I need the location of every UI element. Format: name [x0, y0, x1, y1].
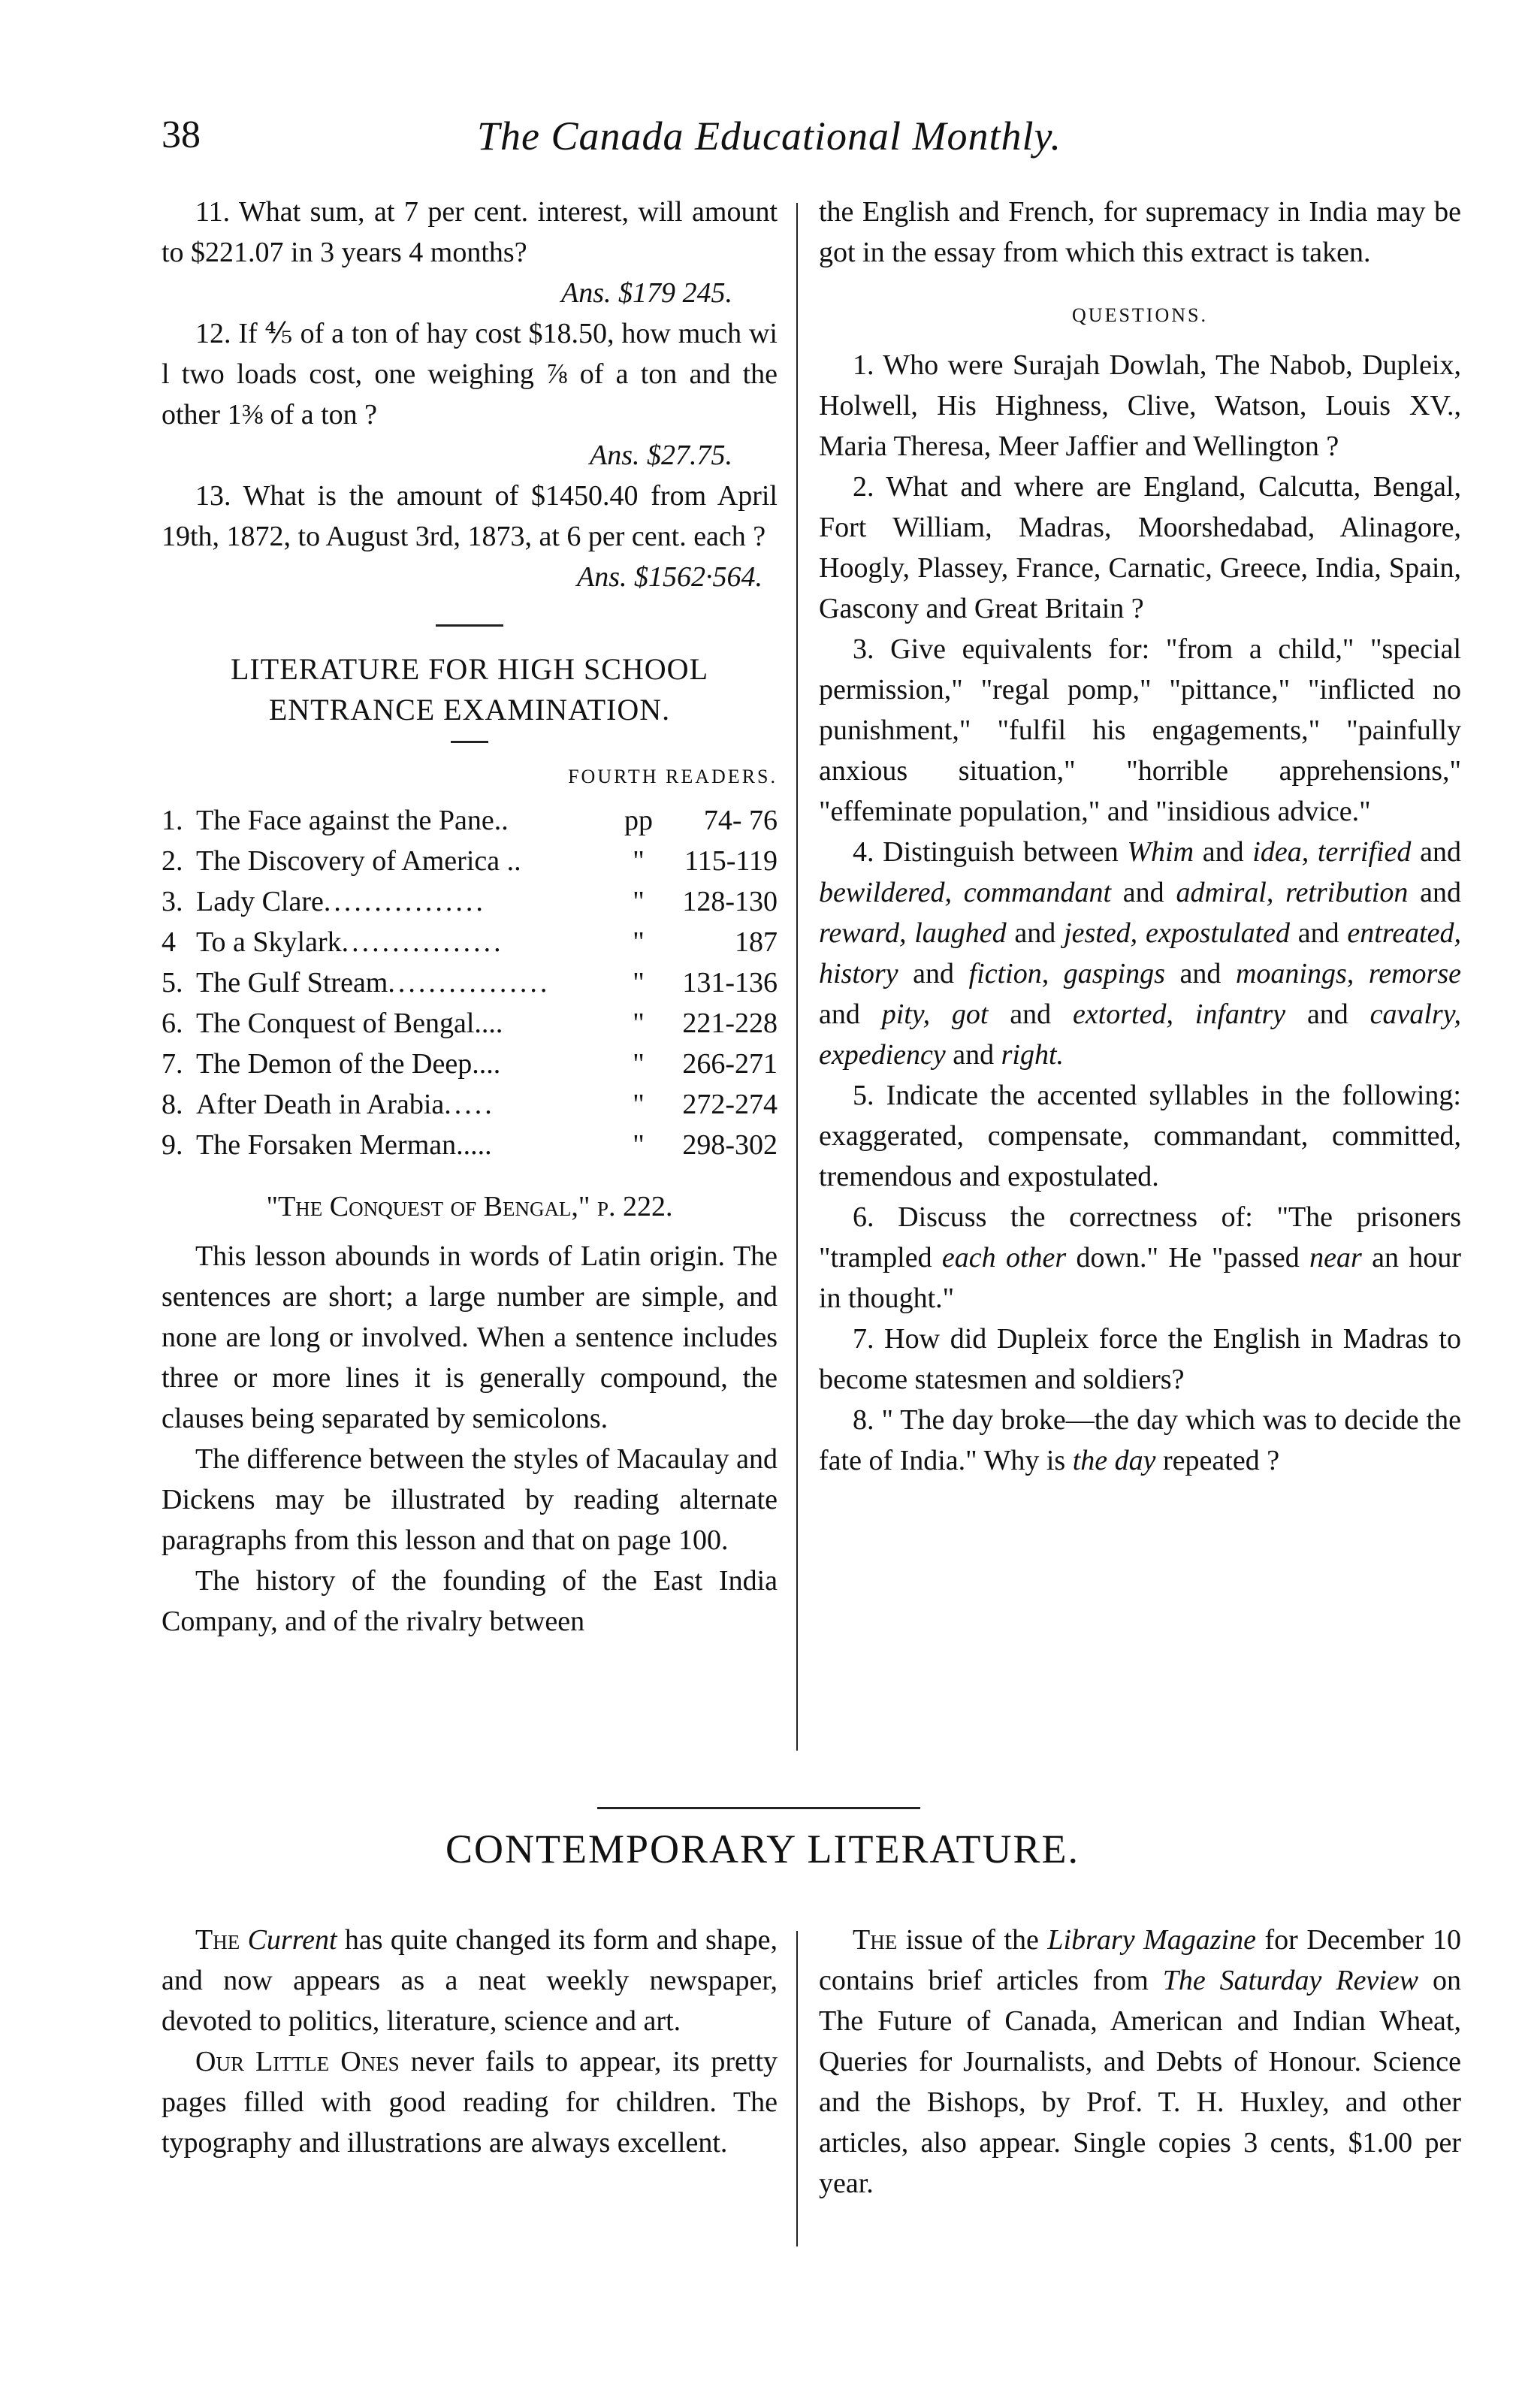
q8-term: the day [1072, 1445, 1156, 1476]
page-number: 38 [162, 113, 201, 156]
item-number: 8. [162, 1089, 183, 1120]
q4-text: and [1111, 877, 1176, 908]
q4-text: and [1411, 836, 1461, 868]
list-item [162, 881, 778, 922]
q4-term: reward, laughed [819, 917, 1007, 949]
answer-12: Ans. $27.75. [590, 440, 732, 471]
q4-term: jested, expostulated [1064, 917, 1290, 949]
question-8 [819, 1400, 1461, 1481]
q4-text: 4. Distinguish between [853, 836, 1128, 868]
q6-text: an hour in thought." [819, 1242, 1461, 1314]
q4-term: idea, terrified [1252, 836, 1412, 868]
q6-term: near [1309, 1242, 1362, 1273]
item-title: The Forsaken Merman..... [196, 1129, 492, 1161]
question-12: 12. If ⅘ of a ton of hay cost $18.50, how much wi l two loads cost, one weighing ⅞ of a ton and the other 1⅜ of a ton ? [162, 318, 778, 431]
publication-name: Our Little Ones [195, 2046, 400, 2077]
item-leader: ................ [341, 926, 504, 958]
contemporary-right-column [819, 1920, 1461, 2204]
item-number: 5. [162, 967, 183, 999]
item-number: 6. [162, 1008, 183, 1039]
item-number: 1. [162, 805, 183, 836]
notice-lead: The [853, 1924, 898, 1956]
item-number: 4 [162, 926, 176, 958]
publication-name: Library Magazine [1047, 1924, 1256, 1956]
q4-term: entreated, history [819, 917, 1461, 989]
item-leader: ................ [323, 886, 486, 917]
item-title: The Discovery of America .. [196, 845, 521, 877]
q8-text: repeated ? [1155, 1445, 1280, 1476]
item-ditto: pp [624, 805, 653, 836]
list-item [162, 1003, 778, 1044]
item-pages: 272-274 [682, 1089, 778, 1120]
q4-text: and [1285, 999, 1370, 1030]
item-pages: 266-271 [682, 1048, 778, 1080]
item-number: 3. [162, 886, 183, 917]
q4-term: Whim [1127, 836, 1194, 868]
list-item [162, 1125, 778, 1165]
lesson-paragraph-1: This lesson abounds in words of Latin origin. The sentences are short; a large number are simple, and none are long or involved. When a sentence includes three or more lines it is generally compound, the clauses being separated by semicolons. [162, 1240, 778, 1434]
q4-text: and [898, 958, 969, 989]
lesson-paragraph-2: The difference between the styles of Macaulay and Dickens may be illustrated by reading alternate paragraphs from this lesson and that on page 100. [162, 1443, 778, 1556]
q6-term: each other [941, 1242, 1067, 1273]
q4-term: fiction, gaspings [968, 958, 1165, 989]
q4-text: and [1290, 917, 1348, 949]
lesson-caption: "The Conquest of Bengal," p. 222. [266, 1191, 673, 1222]
heading-divider [451, 741, 488, 743]
question-5: 5. Indicate the accented syllables in the following: exaggerated, compensate, commandant, committed, tremendous and expostulated. [819, 1080, 1461, 1192]
item-title: The Demon of the Deep.... [196, 1048, 501, 1080]
item-number: 7. [162, 1048, 183, 1080]
notice-text: on The Future of Canada, American and Indian Wheat, Queries for Journalists, and Debts of Honour. Science and the Bishops, by Prof. T. H. Huxley, and other articles, also appear. Single copies 3 cents, $1.00 per year. [819, 1965, 1462, 2199]
right-column [819, 192, 1461, 1481]
notice-text: for December 10 contains brief articles from [819, 1924, 1462, 1996]
section-break-rule [597, 1807, 920, 1809]
item-pages: 115-119 [684, 845, 778, 877]
item-leader: ................ [388, 967, 551, 999]
list-item [162, 841, 778, 881]
lesson-paragraph-3: The history of the founding of the East India Company, and of the rivalry between [162, 1565, 778, 1637]
q4-text: and [945, 1039, 1001, 1071]
section-heading-line-1: LITERATURE FOR HIGH SCHOOL [231, 652, 708, 686]
item-ditto: " [633, 926, 645, 958]
notice-text: has quite changed its form and shape, and now appears as a neat weekly newspaper, devoted to politics, literature, science and art. [162, 1924, 778, 2037]
section-divider [436, 624, 503, 627]
q4-text: and [1194, 836, 1253, 868]
notice-lead: The [195, 1924, 240, 1956]
item-ditto: " [633, 967, 645, 999]
question-6 [819, 1197, 1461, 1319]
q4-term: cavalry, expediency [819, 999, 1461, 1071]
question-13: 13. What is the amount of $1450.40 from April 19th, 1872, to August 3rd, 1873, at 6 per cent. each ? [162, 480, 778, 552]
item-ditto: " [633, 1048, 645, 1080]
publication-name: Current [240, 1924, 337, 1956]
q4-text: and [1006, 917, 1064, 949]
item-leader: ..... [444, 1089, 495, 1120]
q6-text: down." He "passed [1066, 1242, 1310, 1273]
question-11: 11. What sum, at 7 per cent. interest, will amount to $221.07 in 3 years 4 months? [162, 196, 778, 268]
q6-text: 6. Discuss the correctness of: "The prisoners "trampled [819, 1201, 1461, 1273]
item-pages: 298-302 [682, 1129, 778, 1161]
q4-term: moanings, remorse [1235, 958, 1461, 989]
little-ones-notice [162, 2041, 778, 2163]
contemporary-heading: CONTEMPORARY LITERATURE. [445, 1826, 1080, 1872]
item-number: 2. [162, 845, 183, 877]
item-ditto: " [633, 1129, 645, 1161]
journal-title: The Canada Educational Monthly. [477, 113, 1061, 159]
item-pages: 131-136 [682, 967, 778, 999]
item-number: 9. [162, 1129, 183, 1161]
item-pages: 221-228 [682, 1008, 778, 1039]
item-title: To a Skylark [196, 926, 342, 958]
list-item [162, 800, 778, 841]
left-column [162, 192, 778, 1642]
answer-13: Ans. $1562·564. [577, 561, 762, 593]
bottom-column-divider [796, 1931, 798, 2246]
q8-text: 8. " The day broke—the day which was to decide the fate of India." Why is [819, 1404, 1461, 1476]
item-ditto: " [633, 886, 645, 917]
q4-term: pity, got [881, 999, 989, 1030]
readers-list [162, 800, 778, 1165]
item-ditto: " [633, 1008, 645, 1039]
item-pages: 74- 76 [703, 805, 778, 836]
running-head [162, 113, 1363, 180]
q4-term: admiral, retribution [1176, 877, 1409, 908]
item-title: The Conquest of Bengal.... [196, 1008, 503, 1039]
item-title: The Gulf Stream [196, 967, 388, 999]
question-1: 1. Who were Surajah Dowlah, The Nabob, Dupleix, Holwell, His Highness, Clive, Watson, Louis XV., Maria Theresa, Meer Jaffier and Wellington ? [819, 349, 1461, 462]
q4-text: and [1164, 958, 1236, 989]
question-2: 2. What and where are England, Calcutta, Bengal, Fort William, Madras, Moorshedabad, Alinagore, Hoogly, Plassey, France, Carnatic, Greece, India, Spain, Gascony and Great Britain ? [819, 471, 1461, 624]
q4-term: extorted, infantry [1072, 999, 1286, 1030]
notice-text: never fails to appear, its pretty pages filled with good reading for children. The typography and illustrations are always excellent. [162, 2046, 778, 2159]
q4-text: and [988, 999, 1073, 1030]
list-item [162, 1084, 778, 1125]
list-item [162, 922, 778, 962]
answer-11: Ans. $179 245. [561, 277, 732, 309]
column-divider [796, 203, 798, 1751]
list-item [162, 962, 778, 1003]
questions-label: QUESTIONS. [1072, 304, 1208, 326]
paragraph-continued: the English and French, for supremacy in India may be got in the essay from which this extract is taken. [819, 196, 1461, 268]
item-title: The Face against the Pane.. [196, 805, 509, 836]
publication-name: The Saturday Review [1162, 1965, 1419, 1996]
question-4 [819, 832, 1461, 1075]
item-ditto: " [633, 845, 645, 877]
current-notice [162, 1920, 778, 2041]
list-item [162, 1044, 778, 1084]
item-pages: 187 [735, 926, 778, 958]
item-pages: 128-130 [682, 886, 778, 917]
item-ditto: " [633, 1089, 645, 1120]
item-title: Lady Clare [196, 886, 324, 917]
q4-text: and [819, 999, 882, 1030]
contemporary-left-column [162, 1920, 778, 2163]
question-7: 7. How did Dupleix force the English in Madras to become statesmen and soldiers? [819, 1323, 1461, 1395]
library-magazine-notice [819, 1920, 1461, 2204]
q4-term: bewildered, commandant [819, 877, 1112, 908]
q4-term: right. [1001, 1039, 1064, 1071]
question-3: 3. Give equivalents for: "from a child," "special permission," "regal pomp," "pittance," "inflicted no punishment," "fulfil his engagements," "painfully anxious situation," "horrible apprehensions," "effeminate population," and "insidious advice." [819, 633, 1461, 827]
notice-text: issue of the [897, 1924, 1048, 1956]
q4-text: and [1408, 877, 1462, 908]
section-heading-line-2: ENTRANCE EXAMINATION. [268, 693, 671, 727]
readers-label: FOURTH READERS. [568, 766, 778, 787]
item-title: After Death in Arabia [196, 1089, 445, 1120]
